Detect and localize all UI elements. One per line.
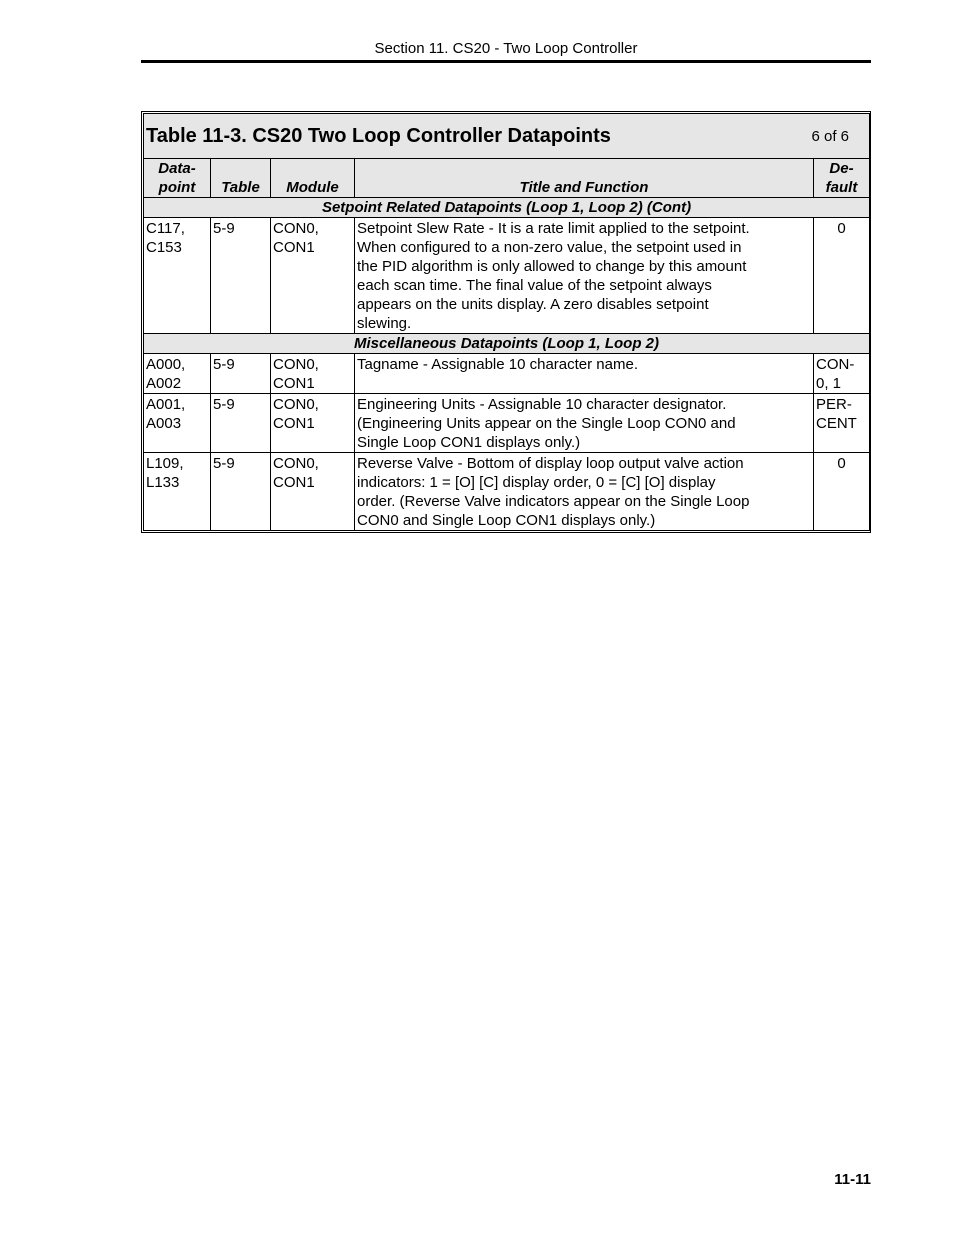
module-cell: CON0, CON1: [271, 354, 355, 394]
default-cell: 0: [814, 218, 870, 334]
module-cell: CON0, CON1: [271, 218, 355, 334]
title-function-cell: Tagname - Assignable 10 character name.: [355, 354, 814, 394]
table-title: Table 11-3. CS20 Two Loop Controller Datapoints: [146, 124, 611, 147]
section-header-miscellaneous: Miscellaneous Datapoints (Loop 1, Loop 2): [144, 334, 870, 354]
datapoint-cell: A001, A003: [144, 394, 211, 453]
table-ref-cell: 5-9: [211, 354, 271, 394]
table-row: [144, 354, 870, 394]
col-header-module: Module: [271, 159, 355, 198]
module-cell: CON0, CON1: [271, 453, 355, 531]
col-header-title-function: Title and Function: [355, 159, 814, 198]
default-cell: CON- 0, 1: [814, 354, 870, 394]
col-header-datapoint: Data- point: [144, 159, 211, 198]
module-cell: CON0, CON1: [271, 394, 355, 453]
default-cell: 0: [814, 453, 870, 531]
section-header-setpoint: Setpoint Related Datapoints (Loop 1, Loop 2) (Cont): [144, 198, 870, 218]
page-number: 11-11: [834, 1171, 871, 1188]
datapoint-cell: A000, A002: [144, 354, 211, 394]
table-ref-cell: 5-9: [211, 218, 271, 334]
datapoints-table: [141, 111, 871, 533]
table-page-indicator: 6 of 6: [811, 127, 850, 145]
col-header-default: De- fault: [814, 159, 870, 198]
datapoint-cell: L109, L133: [144, 453, 211, 531]
title-function-cell: Setpoint Slew Rate - It is a rate limit applied to the setpoint. When configured to a non-zero value, the setpoint used in the PID algorithm is only allowed to change by this amount each scan time. The final value of the setpoint always appears on the units display. A zero disables setpoint slewing.: [355, 218, 814, 334]
column-header-row: [144, 159, 870, 198]
datapoint-cell: C117, C153: [144, 218, 211, 334]
title-function-cell: Engineering Units - Assignable 10 character designator. (Engineering Units appear on the Single Loop CON0 and Single Loop CON1 displays only.): [355, 394, 814, 453]
col-header-table: Table: [211, 159, 271, 198]
table-row: [144, 453, 870, 531]
table-row: [144, 394, 870, 453]
table-ref-cell: 5-9: [211, 394, 271, 453]
table-title-row: [144, 114, 870, 159]
table-row: [144, 218, 870, 334]
table-ref-cell: 5-9: [211, 453, 271, 531]
title-function-cell: Reverse Valve - Bottom of display loop output valve action indicators: 1 = [O] [C] display order, 0 = [C] [O] display order. (Reverse Valve indicators appear on the Single Loop CON0 and Single Loop CON1 displays only.): [355, 453, 814, 531]
running-header: Section 11. CS20 - Two Loop Controller: [374, 40, 638, 57]
header-rule: [141, 60, 871, 63]
default-cell: PER- CENT: [814, 394, 870, 453]
